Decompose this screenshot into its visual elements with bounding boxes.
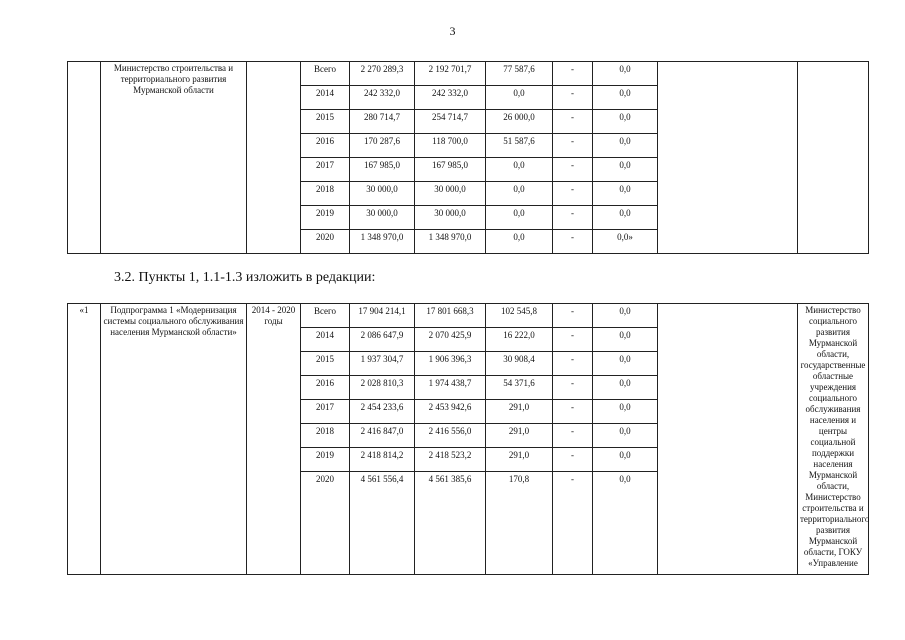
cell-total: 2 270 289,3	[350, 62, 415, 86]
period-cell: 2014 - 2020 годы	[247, 304, 301, 575]
cell-total: 2 418 814,2	[350, 448, 415, 472]
cell-c3: -	[553, 158, 593, 182]
section-heading: 3.2. Пункты 1, 1.1-1.3 изложить в редакции:	[114, 270, 376, 285]
indicator-cell	[658, 304, 798, 575]
cell-c1: 17 801 668,3	[415, 304, 486, 328]
cell-c4: 0,0	[593, 110, 658, 134]
bottom-table	[67, 303, 869, 575]
cell-total: 242 332,0	[350, 86, 415, 110]
cell-c3: -	[553, 62, 593, 86]
cell-c3: -	[553, 400, 593, 424]
cell-c2: 0,0	[486, 158, 553, 182]
cell-c1: 2 453 942,6	[415, 400, 486, 424]
cell-total: 30 000,0	[350, 206, 415, 230]
cell-year: 2014	[301, 328, 350, 352]
cell-year: 2016	[301, 134, 350, 158]
cell-year: 2018	[301, 182, 350, 206]
cell-c2: 291,0	[486, 400, 553, 424]
cell-total: 2 416 847,0	[350, 424, 415, 448]
table-row	[68, 62, 869, 86]
cell-c1: 254 714,7	[415, 110, 486, 134]
cell-c1: 2 418 523,2	[415, 448, 486, 472]
cell-c4: 0,0	[593, 206, 658, 230]
cell-total: 30 000,0	[350, 182, 415, 206]
cell-total: 4 561 556,4	[350, 472, 415, 575]
cell-c1: 4 561 385,6	[415, 472, 486, 575]
cell-year: 2015	[301, 352, 350, 376]
cell-c3: -	[553, 352, 593, 376]
indicator-cell	[658, 62, 798, 254]
cell-c3: -	[553, 448, 593, 472]
cell-c2: 0,0	[486, 182, 553, 206]
cell-c2: 291,0	[486, 424, 553, 448]
cell-c1: 30 000,0	[415, 206, 486, 230]
cell-c2: 77 587,6	[486, 62, 553, 86]
cell-c4: 0,0	[593, 352, 658, 376]
cell-year: 2016	[301, 376, 350, 400]
cell-c3: -	[553, 206, 593, 230]
cell-c1: 30 000,0	[415, 182, 486, 206]
cell-total: 2 086 647,9	[350, 328, 415, 352]
cell-c1: 167 985,0	[415, 158, 486, 182]
cell-year: Всего	[301, 304, 350, 328]
cell-c4: 0,0	[593, 86, 658, 110]
cell-c1: 1 348 970,0	[415, 230, 486, 254]
program-name-cell: Министерство строительства и территориального развития Мурманской области	[101, 62, 247, 254]
cell-c2: 16 222,0	[486, 328, 553, 352]
cell-c4: 0,0	[593, 182, 658, 206]
cell-year: 2017	[301, 400, 350, 424]
page-number: 3	[449, 24, 456, 38]
cell-c1: 2 416 556,0	[415, 424, 486, 448]
cell-year: 2014	[301, 86, 350, 110]
cell-year: 2020	[301, 230, 350, 254]
cell-c1: 118 700,0	[415, 134, 486, 158]
cell-total: 2 454 233,6	[350, 400, 415, 424]
cell-c2: 170,8	[486, 472, 553, 575]
cell-c3: -	[553, 110, 593, 134]
cell-year: 2015	[301, 110, 350, 134]
cell-c4: 0,0»	[593, 230, 658, 254]
cell-c2: 26 000,0	[486, 110, 553, 134]
cell-c3: -	[553, 424, 593, 448]
cell-year: 2019	[301, 448, 350, 472]
cell-c4: 0,0	[593, 304, 658, 328]
period-cell	[247, 62, 301, 254]
cell-c3: -	[553, 304, 593, 328]
cell-c4: 0,0	[593, 448, 658, 472]
cell-c1: 1 906 396,3	[415, 352, 486, 376]
cell-c2: 102 545,8	[486, 304, 553, 328]
cell-c1: 2 070 425,9	[415, 328, 486, 352]
cell-c4: 0,0	[593, 62, 658, 86]
cell-c3: -	[553, 472, 593, 575]
cell-c4: 0,0	[593, 328, 658, 352]
cell-total: 17 904 214,1	[350, 304, 415, 328]
table-row	[68, 304, 869, 328]
cell-c4: 0,0	[593, 376, 658, 400]
cell-c1: 1 974 438,7	[415, 376, 486, 400]
row-number-cell: «1	[68, 304, 101, 575]
cell-c2: 0,0	[486, 86, 553, 110]
cell-year: Всего	[301, 62, 350, 86]
cell-c2: 0,0	[486, 206, 553, 230]
cell-total: 167 985,0	[350, 158, 415, 182]
cell-c2: 0,0	[486, 230, 553, 254]
cell-total: 1 348 970,0	[350, 230, 415, 254]
cell-total: 2 028 810,3	[350, 376, 415, 400]
cell-c3: -	[553, 86, 593, 110]
cell-c4: 0,0	[593, 134, 658, 158]
cell-year: 2018	[301, 424, 350, 448]
cell-c2: 51 587,6	[486, 134, 553, 158]
cell-c1: 2 192 701,7	[415, 62, 486, 86]
program-name-cell: Подпрограмма 1 «Модернизация системы социального обслуживания населения Мурманской области»	[101, 304, 247, 575]
row-number-cell	[68, 62, 101, 254]
top-table	[67, 61, 869, 254]
cell-c3: -	[553, 328, 593, 352]
cell-c2: 291,0	[486, 448, 553, 472]
executor-cell	[798, 62, 869, 254]
cell-c4: 0,0	[593, 424, 658, 448]
cell-c3: -	[553, 182, 593, 206]
cell-year: 2020	[301, 472, 350, 575]
cell-c4: 0,0	[593, 158, 658, 182]
cell-c3: -	[553, 376, 593, 400]
cell-total: 1 937 304,7	[350, 352, 415, 376]
cell-c3: -	[553, 230, 593, 254]
cell-c3: -	[553, 134, 593, 158]
cell-year: 2017	[301, 158, 350, 182]
cell-c4: 0,0	[593, 472, 658, 575]
cell-year: 2019	[301, 206, 350, 230]
cell-total: 170 287,6	[350, 134, 415, 158]
cell-c4: 0,0	[593, 400, 658, 424]
cell-c2: 54 371,6	[486, 376, 553, 400]
cell-total: 280 714,7	[350, 110, 415, 134]
cell-c2: 30 908,4	[486, 352, 553, 376]
executor-cell: Министерство социального развития Мурманской области, государственные областные учреждения социального обслуживания населения и центры социальной поддержки населения Мурманской области, Министерство строительства и территориального развития Мурманской области, ГОКУ «Управление	[798, 304, 869, 575]
cell-c1: 242 332,0	[415, 86, 486, 110]
